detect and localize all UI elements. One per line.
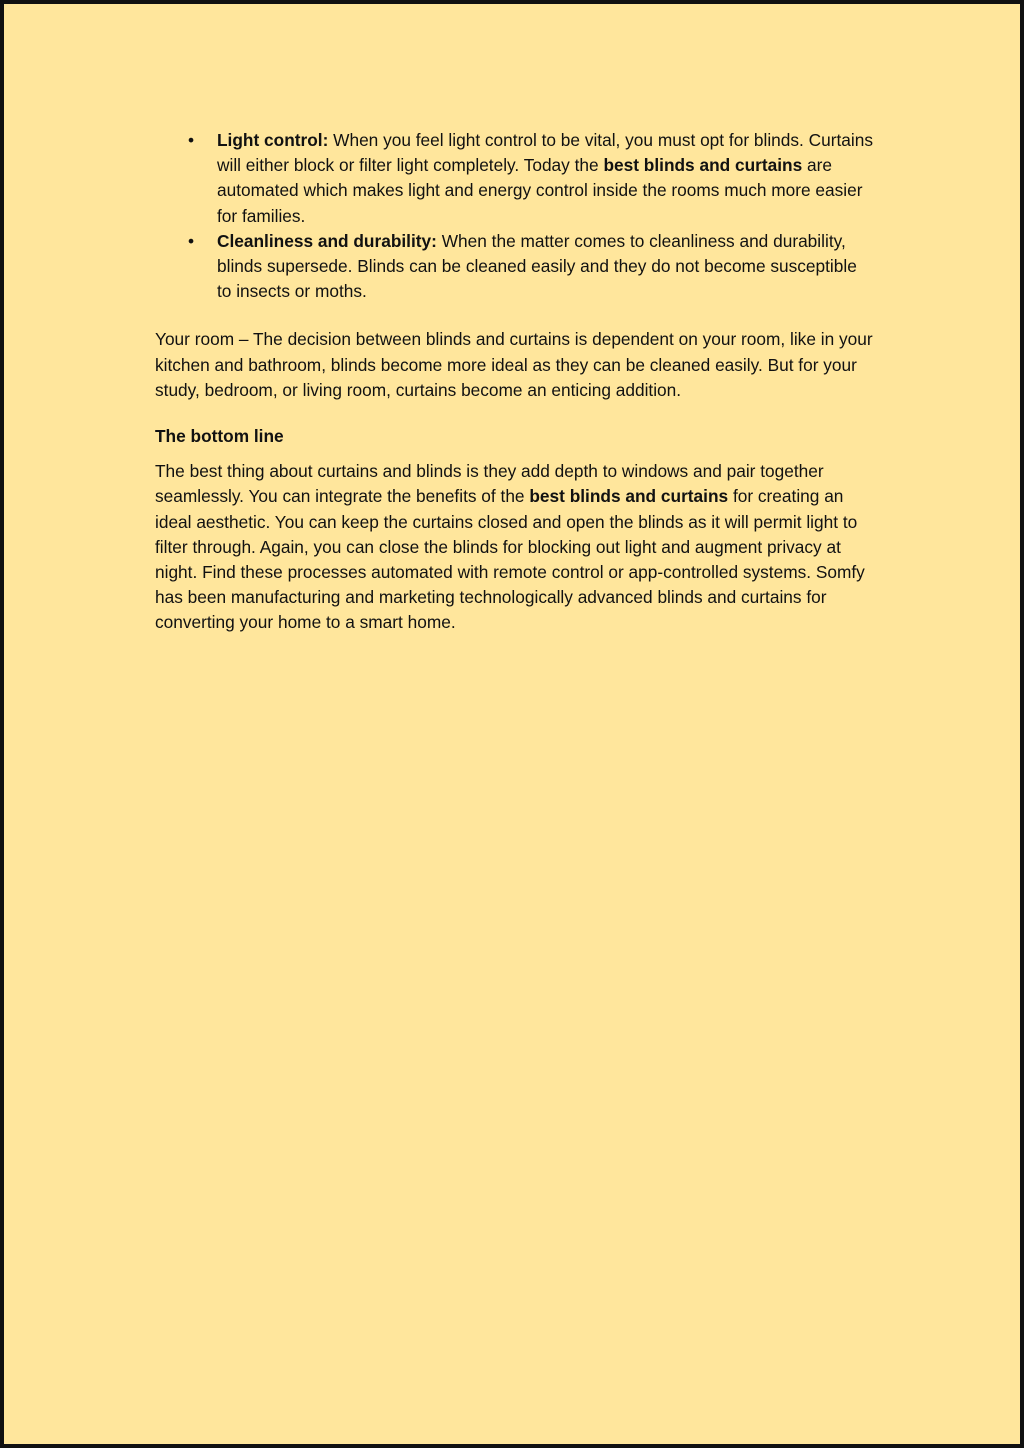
bullet-icon: • (187, 230, 195, 251)
list-item-cleanliness (187, 229, 875, 305)
section-heading: The bottom line (155, 426, 284, 447)
bullet-list (155, 128, 875, 304)
bullet-icon: • (187, 130, 195, 150)
list-item-light-control (187, 128, 875, 229)
paragraph-text: The best thing about curtains and blinds is they add depth to windows and pair together seamlessly. You can integrate the benefits of the (155, 461, 824, 507)
page-content (155, 128, 875, 636)
bullet-term: Light control: (217, 130, 329, 150)
paragraph-text: for creating an ideal aesthetic. You can keep the curtains closed and open the blinds as it will permit light to filter through. Again, you can close the blinds for blocking out light and augment privacy at night. Find these processes automated with remote control or app-controlled systems. Somfy has been manufacturing and marketing technologically advanced blinds and curtains for converting your home to a smart home. (155, 486, 865, 633)
paragraph-keyword: best blinds and curtains (529, 486, 729, 507)
bullet-text: When the matter comes to cleanliness and durability, blinds supersede. Blinds can be cleaned easily and they do not become susceptible to insects or moths. (217, 230, 857, 302)
bullet-text: When you feel light control to be vital, you must opt for blinds. Curtains will either block or filter light completely. Today the (217, 130, 873, 176)
bullet-text: are automated which makes light and energy control inside the rooms much more easier for families. (217, 155, 863, 226)
room-paragraph: Your room – The decision between blinds and curtains is dependent on your room, like in your kitchen and bathroom, blinds become more ideal as they can be cleaned easily. But for your study, bedroom, or living room, curtains become an enticing addition. (155, 329, 873, 400)
bullet-term: Cleanliness and durability: (217, 230, 437, 251)
bullet-keyword: best blinds and curtains (603, 155, 803, 176)
bottom-paragraph (155, 459, 875, 635)
